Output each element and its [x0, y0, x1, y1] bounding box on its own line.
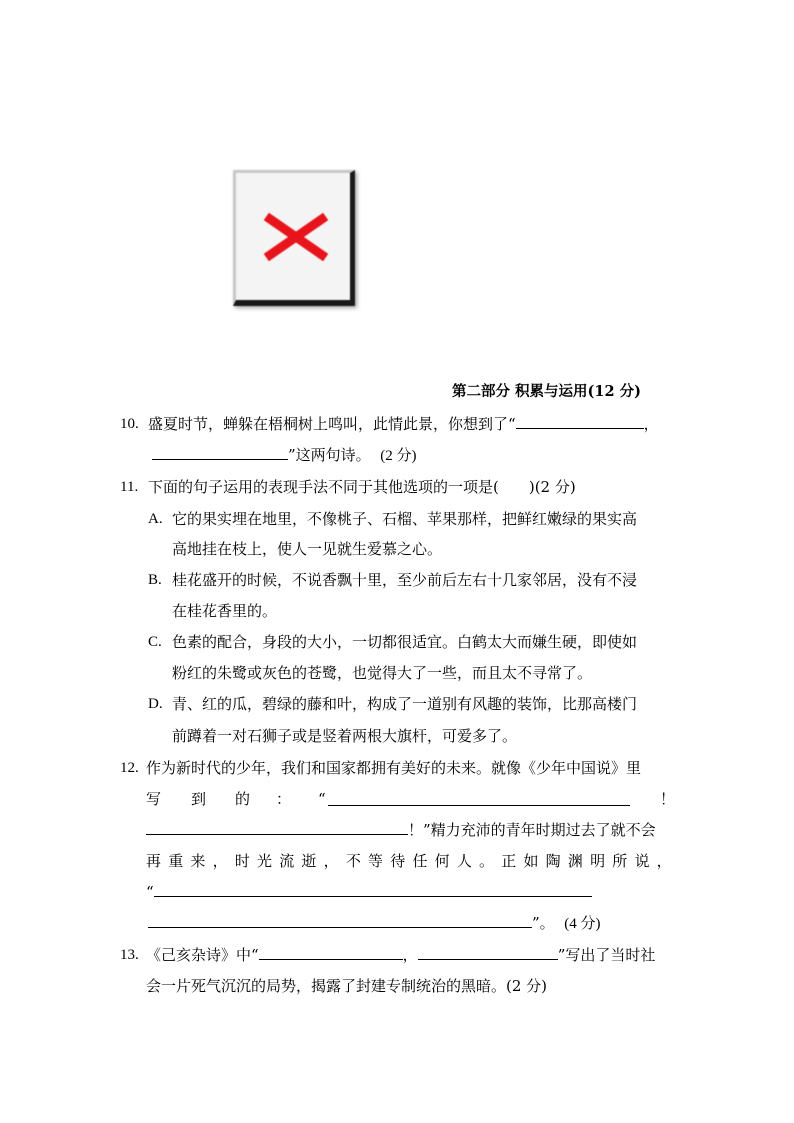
answer-blank[interactable] [146, 820, 408, 835]
justified-char: 时 [234, 852, 250, 870]
option-c-line-2: 粉红的朱鹭或灰色的苍鹭，也觉得大了一些，而且太不寻常了。 [172, 664, 593, 682]
section-title: 第二部分 积累与运用(12 分) [452, 383, 641, 400]
answer-blank[interactable] [328, 791, 630, 806]
question-10-line-2: ”这两句诗。 (2 分) [152, 445, 416, 466]
justified-char: 任 [412, 852, 428, 870]
question-11-number: 11. [120, 479, 139, 495]
option-a-label: A. [148, 511, 163, 527]
question-12-number: 12. [120, 760, 139, 776]
justified-char: 所 [612, 852, 628, 870]
justified-char: 渊 [567, 852, 583, 870]
option-d-label: D. [148, 696, 163, 712]
broken-image-icon [264, 213, 328, 261]
justified-char: 待 [390, 852, 406, 870]
option-a-line-2: 高地挂在枝上，使人一见就生爱慕之心。 [172, 540, 443, 558]
justified-char: ， [212, 852, 228, 870]
answer-blank[interactable] [152, 445, 288, 460]
justified-char: 再 [146, 852, 162, 870]
question-12-line-3: ！”精力充沛的青年时期过去了就不会 [146, 820, 656, 840]
question-13-line-1: 《己亥杂诗》中“ ， ”写出了当时社 [146, 946, 656, 964]
option-c-line-1: 色素的配合，身段的大小，一切都很适宜。白鹤太大而嫌生硬，即使如 [172, 633, 638, 651]
answer-blank[interactable] [154, 882, 592, 897]
justified-char: ， [656, 852, 672, 870]
broken-image-placeholder [233, 170, 355, 306]
question-10-number: 10. [120, 416, 139, 432]
question-12-line-4 [146, 851, 672, 871]
justified-char: ， [323, 852, 339, 870]
justified-char: 何 [434, 852, 450, 870]
justified-char: 正 [501, 852, 517, 870]
justified-char: 重 [168, 852, 184, 870]
justified-char: 说 [634, 852, 650, 870]
option-b-line-2: 在桂花香里的。 [172, 602, 278, 620]
option-b-label: B. [148, 572, 162, 588]
justified-char: 等 [368, 852, 384, 870]
option-a-line-1: 它的果实埋在地里，不像桃子、石榴、苹果那样，把鲜红嫩绿的果实高 [172, 510, 638, 528]
answer-blank[interactable] [418, 945, 558, 960]
question-12-line-1: 作为新时代的少年，我们和国家都拥有美好的未来。就像《少年中国说》里 [146, 759, 642, 777]
question-11-stem: 下面的句子运用的表现手法不同于其他选项的一项是( )(2 分) [148, 478, 576, 496]
question-13-number: 13. [120, 947, 139, 963]
justified-char: 明 [590, 852, 606, 870]
option-d-line-1: 青、红的瓜，碧绿的藤和叶，构成了一道别有风趣的装饰，比那高楼门 [172, 695, 638, 713]
answer-blank[interactable] [148, 913, 532, 928]
justified-char: 逝 [301, 852, 317, 870]
question-12-line-6: ”。 (4 分) [148, 913, 600, 934]
question-10-line-1: 盛夏时节，蝉躲在梧桐树上鸣叫，此情此景，你想到了“ ， [148, 415, 659, 433]
justified-char: 如 [523, 852, 539, 870]
justified-char: 光 [257, 852, 273, 870]
option-c-label: C. [148, 634, 162, 650]
option-d-line-2: 前蹲着一对石狮子或是竖着两根大旗杆，可爱多了。 [172, 727, 518, 745]
question-13-line-2: 会一片死气沉沉的局势，揭露了封建专制统治的黑暗。(2 分) [146, 977, 548, 995]
answer-blank[interactable] [259, 945, 403, 960]
option-b-line-1: 桂花盛开的时候，不说香飘十里，至少前后左右十几家邻居，没有不浸 [172, 571, 638, 589]
justified-char: 。 [479, 852, 495, 870]
justified-char: 人 [456, 852, 472, 870]
justified-char: 来 [190, 852, 206, 870]
question-12-line-5: “ [146, 882, 592, 902]
justified-char: 陶 [545, 852, 561, 870]
justified-char: 流 [279, 852, 295, 870]
justified-char: 不 [345, 852, 361, 870]
answer-blank[interactable] [516, 414, 644, 429]
